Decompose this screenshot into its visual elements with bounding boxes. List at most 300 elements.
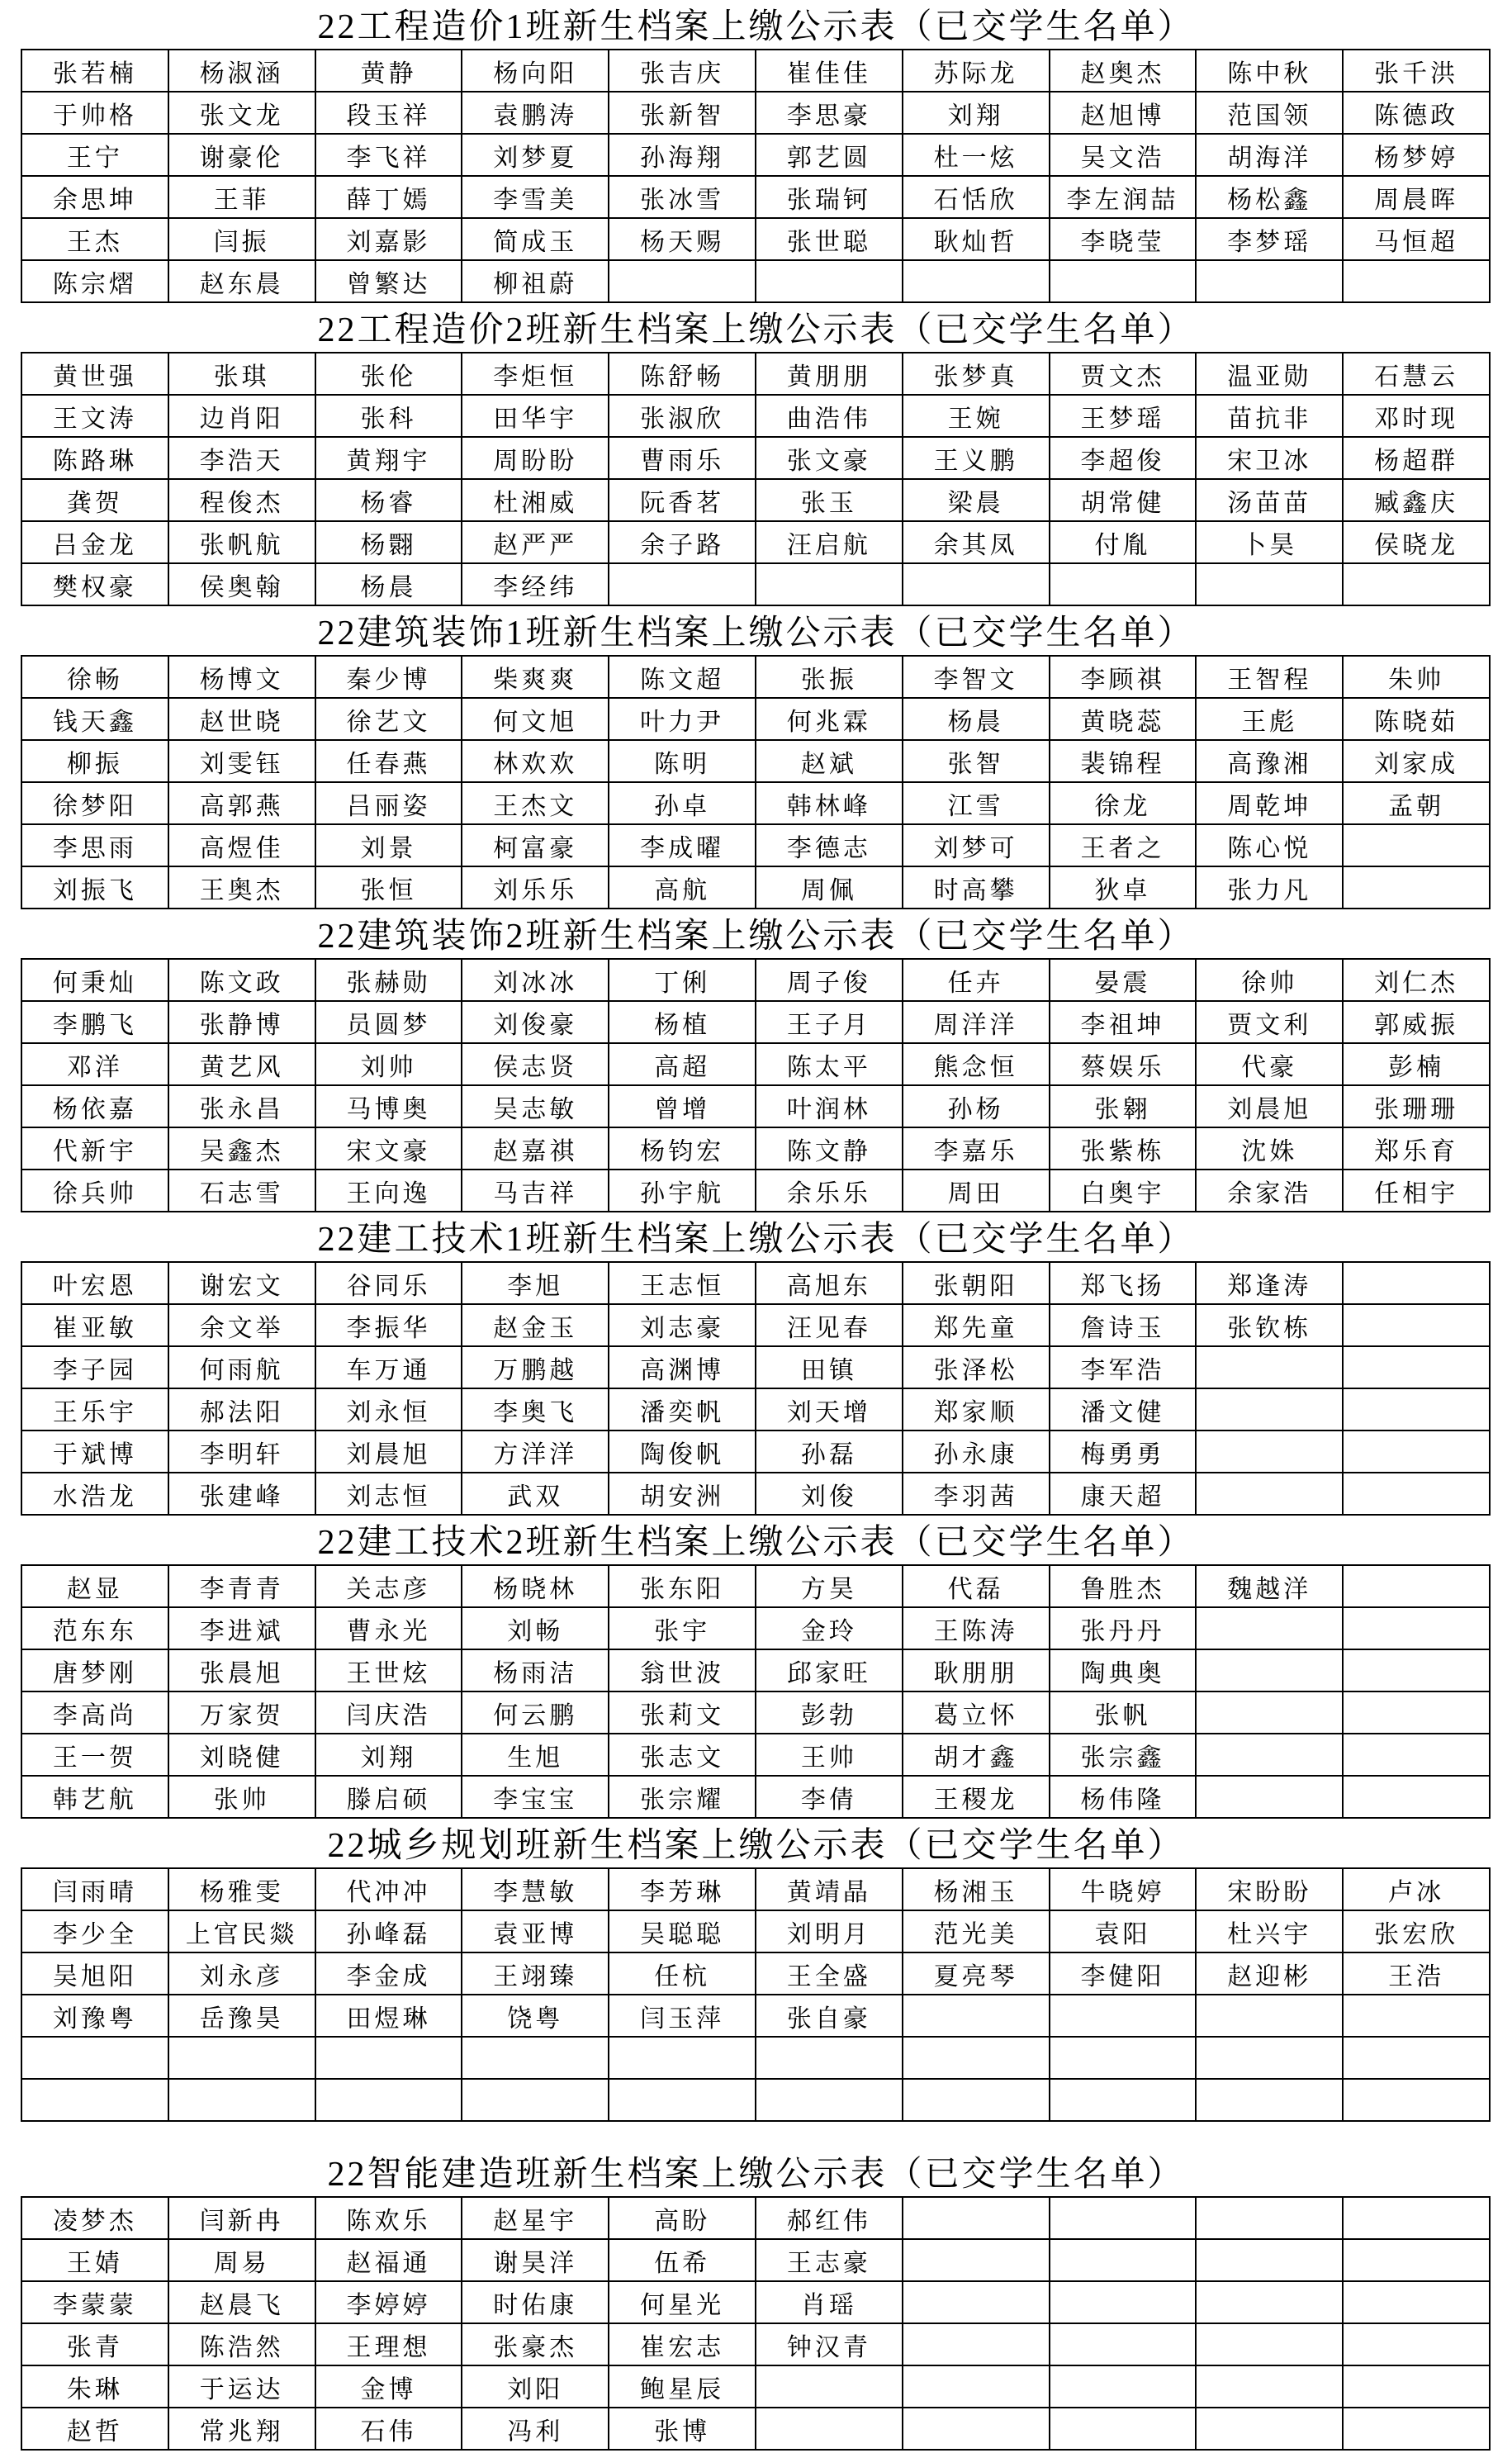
empty-cell <box>1050 2239 1197 2281</box>
student-name-cell: 陶典奥 <box>1050 1649 1197 1691</box>
student-name-cell: 曲浩伟 <box>756 395 903 437</box>
student-name-cell: 张泽松 <box>903 1346 1050 1388</box>
roster-section <box>0 1819 1512 2122</box>
student-name-cell: 裴锦程 <box>1050 740 1197 782</box>
student-name-cell: 陈文静 <box>756 1127 903 1170</box>
empty-cell <box>21 2037 168 2079</box>
student-name-cell: 李顾祺 <box>1050 656 1197 698</box>
table-row <box>21 1346 1490 1388</box>
empty-cell <box>903 1995 1050 2037</box>
student-name-cell: 张莉文 <box>609 1691 756 1734</box>
empty-cell <box>756 2037 903 2079</box>
student-name-cell: 郑逢涛 <box>1196 1262 1343 1304</box>
empty-cell <box>1196 1388 1343 1431</box>
student-name-cell: 李飞祥 <box>315 134 462 176</box>
student-name-cell: 王婧 <box>21 2239 168 2281</box>
table-row <box>21 656 1490 698</box>
student-name-cell: 王志恒 <box>609 1262 756 1304</box>
student-name-cell: 石伟 <box>315 2408 462 2450</box>
empty-cell <box>1196 1995 1343 2037</box>
student-name-cell: 李羽茜 <box>903 1473 1050 1515</box>
table-row <box>21 959 1490 1001</box>
student-name-cell: 徐畅 <box>21 656 168 698</box>
student-name-cell: 沈姝 <box>1196 1127 1343 1170</box>
student-name-cell: 高郭燕 <box>168 782 315 824</box>
student-name-cell: 王浩 <box>1343 1952 1490 1995</box>
empty-cell <box>1196 260 1343 302</box>
student-name-cell: 张静博 <box>168 1001 315 1043</box>
student-name-cell: 程俊杰 <box>168 479 315 521</box>
student-name-cell: 刘永恒 <box>315 1388 462 1431</box>
student-name-cell: 李倩 <box>756 1776 903 1818</box>
student-name-cell: 袁亚博 <box>462 1910 609 1952</box>
roster-section <box>0 606 1512 909</box>
student-name-cell: 周佩 <box>756 866 903 909</box>
roster-section <box>0 909 1512 1212</box>
student-name-cell: 苗抗非 <box>1196 395 1343 437</box>
student-name-cell: 王文涛 <box>21 395 168 437</box>
student-name-cell: 武双 <box>462 1473 609 1515</box>
student-name-cell: 任相宇 <box>1343 1170 1490 1212</box>
empty-cell <box>1343 1565 1490 1607</box>
student-name-cell: 杨晨 <box>315 563 462 605</box>
student-name-cell: 高豫湘 <box>1196 740 1343 782</box>
student-name-cell: 张梦真 <box>903 353 1050 395</box>
student-name-cell: 臧鑫庆 <box>1343 479 1490 521</box>
student-name-cell: 张宇 <box>609 1607 756 1649</box>
table-row <box>21 1085 1490 1127</box>
student-name-cell: 张自豪 <box>756 1995 903 2037</box>
empty-cell <box>315 2079 462 2121</box>
empty-cell <box>903 260 1050 302</box>
student-name-cell: 邓时现 <box>1343 395 1490 437</box>
student-name-cell: 谢宏文 <box>168 1262 315 1304</box>
table-row <box>21 1776 1490 1818</box>
student-name-cell: 曾繁达 <box>315 260 462 302</box>
empty-cell <box>1343 2323 1490 2365</box>
student-name-cell: 马吉祥 <box>462 1170 609 1212</box>
student-name-cell: 李晓莹 <box>1050 218 1197 260</box>
student-name-cell: 陈浩然 <box>168 2323 315 2365</box>
student-name-cell: 崔亚敏 <box>21 1304 168 1346</box>
student-name-cell: 余其凤 <box>903 521 1050 563</box>
student-name-cell: 吴志敏 <box>462 1085 609 1127</box>
student-name-cell: 王志豪 <box>756 2239 903 2281</box>
student-name-cell: 刘翔 <box>903 92 1050 134</box>
student-name-cell: 刘仁杰 <box>1343 959 1490 1001</box>
student-name-cell: 李蒙蒙 <box>21 2281 168 2323</box>
class-roster-table <box>21 1867 1491 2122</box>
student-name-cell: 葛立怀 <box>903 1691 1050 1734</box>
student-name-cell: 梁晨 <box>903 479 1050 521</box>
table-row <box>21 1649 1490 1691</box>
student-name-cell: 钱天鑫 <box>21 698 168 740</box>
table-row <box>21 521 1490 563</box>
student-name-cell: 张瑞钶 <box>756 176 903 218</box>
student-name-cell: 陈明 <box>609 740 756 782</box>
student-name-cell: 王乐宇 <box>21 1388 168 1431</box>
student-name-cell: 夏亮琴 <box>903 1952 1050 1995</box>
student-name-cell: 万家贺 <box>168 1691 315 1734</box>
table-row <box>21 1262 1490 1304</box>
table-row <box>21 1170 1490 1212</box>
student-name-cell: 杨向阳 <box>462 50 609 92</box>
student-name-cell: 李进斌 <box>168 1607 315 1649</box>
student-name-cell: 张世聪 <box>756 218 903 260</box>
empty-cell <box>1050 2197 1197 2239</box>
student-name-cell: 张赫勋 <box>315 959 462 1001</box>
student-name-cell: 刘乐乐 <box>462 866 609 909</box>
student-name-cell: 张振 <box>756 656 903 698</box>
student-name-cell: 刘豫粤 <box>21 1995 168 2037</box>
student-name-cell: 张吉庆 <box>609 50 756 92</box>
table-row <box>21 1952 1490 1995</box>
empty-cell <box>1343 1734 1490 1776</box>
table-row <box>21 479 1490 521</box>
student-name-cell: 刘俊豪 <box>462 1001 609 1043</box>
student-name-cell: 刘晨旭 <box>315 1431 462 1473</box>
student-name-cell: 杨湘玉 <box>903 1868 1050 1910</box>
student-name-cell: 张青 <box>21 2323 168 2365</box>
student-name-cell: 田华宇 <box>462 395 609 437</box>
student-name-cell: 李经纬 <box>462 563 609 605</box>
table-row <box>21 2239 1490 2281</box>
empty-cell <box>1196 2281 1343 2323</box>
student-name-cell: 陈文超 <box>609 656 756 698</box>
student-name-cell: 郝红伟 <box>756 2197 903 2239</box>
student-name-cell: 晏震 <box>1050 959 1197 1001</box>
student-name-cell: 翁世波 <box>609 1649 756 1691</box>
roster-section <box>0 0 1512 303</box>
empty-cell <box>1343 2408 1490 2450</box>
student-name-cell: 李健阳 <box>1050 1952 1197 1995</box>
student-name-cell: 唐梦刚 <box>21 1649 168 1691</box>
student-name-cell: 张科 <box>315 395 462 437</box>
student-name-cell: 耿朋朋 <box>903 1649 1050 1691</box>
student-name-cell: 王翊臻 <box>462 1952 609 1995</box>
student-name-cell: 赵哲 <box>21 2408 168 2450</box>
student-name-cell: 宋文豪 <box>315 1127 462 1170</box>
student-name-cell: 张若楠 <box>21 50 168 92</box>
student-name-cell: 张东阳 <box>609 1565 756 1607</box>
student-name-cell: 孟朝 <box>1343 782 1490 824</box>
student-name-cell: 余乐乐 <box>756 1170 903 1212</box>
student-name-cell: 林欢欢 <box>462 740 609 782</box>
student-name-cell: 郑乐育 <box>1343 1127 1490 1170</box>
student-name-cell: 张文龙 <box>168 92 315 134</box>
student-name-cell: 简成玉 <box>462 218 609 260</box>
empty-cell <box>1050 2365 1197 2408</box>
student-name-cell: 范光美 <box>903 1910 1050 1952</box>
student-name-cell: 高超 <box>609 1043 756 1085</box>
student-name-cell: 孙杨 <box>903 1085 1050 1127</box>
student-name-cell: 杨超群 <box>1343 437 1490 479</box>
student-name-cell: 蔡娱乐 <box>1050 1043 1197 1085</box>
empty-cell <box>1343 1995 1490 2037</box>
empty-cell <box>756 2365 903 2408</box>
student-name-cell: 杨晓林 <box>462 1565 609 1607</box>
student-name-cell: 宋卫冰 <box>1196 437 1343 479</box>
student-name-cell: 刘畅 <box>462 1607 609 1649</box>
empty-cell <box>1196 2197 1343 2239</box>
student-name-cell: 叶力尹 <box>609 698 756 740</box>
empty-cell <box>756 260 903 302</box>
table-row <box>21 563 1490 605</box>
student-name-cell: 李慧敏 <box>462 1868 609 1910</box>
section-title: 22建筑装饰1班新生档案上缴公示表（已交学生名单） <box>317 614 1195 652</box>
empty-cell <box>1343 563 1490 605</box>
student-name-cell: 朱琳 <box>21 2365 168 2408</box>
student-name-cell: 胡安洲 <box>609 1473 756 1515</box>
student-name-cell: 万鹏越 <box>462 1346 609 1388</box>
student-name-cell: 谢昊洋 <box>462 2239 609 2281</box>
student-name-cell: 杨雨洁 <box>462 1649 609 1691</box>
student-name-cell: 丁俐 <box>609 959 756 1001</box>
student-name-cell: 何秉灿 <box>21 959 168 1001</box>
student-name-cell: 魏越洋 <box>1196 1565 1343 1607</box>
empty-cell <box>168 2079 315 2121</box>
student-name-cell: 江雪 <box>903 782 1050 824</box>
student-name-cell: 张恒 <box>315 866 462 909</box>
student-name-cell: 杨天赐 <box>609 218 756 260</box>
student-name-cell: 吕丽姿 <box>315 782 462 824</box>
student-name-cell: 滕启硕 <box>315 1776 462 1818</box>
empty-cell <box>21 2079 168 2121</box>
student-name-cell: 赵星宇 <box>462 2197 609 2239</box>
student-name-cell: 闫振 <box>168 218 315 260</box>
table-row <box>21 1001 1490 1043</box>
student-name-cell: 熊念恒 <box>903 1043 1050 1085</box>
student-name-cell: 田煜琳 <box>315 1995 462 2037</box>
empty-cell <box>1196 2037 1343 2079</box>
empty-cell <box>1343 2281 1490 2323</box>
student-name-cell: 张新智 <box>609 92 756 134</box>
student-name-cell: 杜湘威 <box>462 479 609 521</box>
student-name-cell: 生旭 <box>462 1734 609 1776</box>
student-name-cell: 康天超 <box>1050 1473 1197 1515</box>
empty-cell <box>1196 1691 1343 1734</box>
student-name-cell: 赵严严 <box>462 521 609 563</box>
student-name-cell: 饶粤 <box>462 1995 609 2037</box>
student-name-cell: 刘梦可 <box>903 824 1050 866</box>
student-name-cell: 胡海洋 <box>1196 134 1343 176</box>
student-name-cell: 周田 <box>903 1170 1050 1212</box>
student-name-cell: 陶俊帆 <box>609 1431 756 1473</box>
student-name-cell: 韩艺航 <box>21 1776 168 1818</box>
student-name-cell: 温亚勋 <box>1196 353 1343 395</box>
student-name-cell: 吴旭阳 <box>21 1952 168 1995</box>
student-name-cell: 关志彦 <box>315 1565 462 1607</box>
empty-cell <box>1050 2408 1197 2450</box>
student-name-cell: 于斌博 <box>21 1431 168 1473</box>
table-row <box>21 2037 1490 2079</box>
student-name-cell: 张伦 <box>315 353 462 395</box>
empty-cell <box>1343 824 1490 866</box>
empty-cell <box>903 2365 1050 2408</box>
student-name-cell: 贾文杰 <box>1050 353 1197 395</box>
student-name-cell: 鲍星辰 <box>609 2365 756 2408</box>
student-name-cell: 刘晨旭 <box>1196 1085 1343 1127</box>
student-name-cell: 李明轩 <box>168 1431 315 1473</box>
table-row <box>21 176 1490 218</box>
student-name-cell: 李旭 <box>462 1262 609 1304</box>
student-name-cell: 闫雨晴 <box>21 1868 168 1910</box>
student-name-cell: 张宗鑫 <box>1050 1734 1197 1776</box>
student-name-cell: 李婷婷 <box>315 2281 462 2323</box>
student-name-cell: 郭艺圆 <box>756 134 903 176</box>
student-name-cell: 秦少博 <box>315 656 462 698</box>
student-name-cell: 赵斌 <box>756 740 903 782</box>
student-name-cell: 郑先童 <box>903 1304 1050 1346</box>
student-name-cell: 王智程 <box>1196 656 1343 698</box>
student-name-cell: 柴爽爽 <box>462 656 609 698</box>
student-name-cell: 杨睿 <box>315 479 462 521</box>
student-name-cell: 孙磊 <box>756 1431 903 1473</box>
student-name-cell: 曹雨乐 <box>609 437 756 479</box>
student-name-cell: 任卉 <box>903 959 1050 1001</box>
student-name-cell: 张丹丹 <box>1050 1607 1197 1649</box>
student-name-cell: 叶润林 <box>756 1085 903 1127</box>
table-row <box>21 782 1490 824</box>
empty-cell <box>1196 2323 1343 2365</box>
student-name-cell: 潘奕帆 <box>609 1388 756 1431</box>
empty-cell <box>1050 260 1197 302</box>
student-name-cell: 刘晓健 <box>168 1734 315 1776</box>
student-name-cell: 李祖坤 <box>1050 1001 1197 1043</box>
student-name-cell: 赵旭博 <box>1050 92 1197 134</box>
student-name-cell: 任杭 <box>609 1952 756 1995</box>
student-name-cell: 于运达 <box>168 2365 315 2408</box>
table-row <box>21 1565 1490 1607</box>
student-name-cell: 李智文 <box>903 656 1050 698</box>
student-name-cell: 曹永光 <box>315 1607 462 1649</box>
student-name-cell: 李左润喆 <box>1050 176 1197 218</box>
empty-cell <box>1050 2323 1197 2365</box>
student-name-cell: 陈太平 <box>756 1043 903 1085</box>
student-name-cell: 李军浩 <box>1050 1346 1197 1388</box>
table-row <box>21 218 1490 260</box>
student-name-cell: 任春燕 <box>315 740 462 782</box>
student-name-cell: 张帆航 <box>168 521 315 563</box>
student-name-cell: 李鹏飞 <box>21 1001 168 1043</box>
student-name-cell: 杨依嘉 <box>21 1085 168 1127</box>
student-name-cell: 吴聪聪 <box>609 1910 756 1952</box>
student-name-cell: 孙峰磊 <box>315 1910 462 1952</box>
student-name-cell: 邓洋 <box>21 1043 168 1085</box>
student-name-cell: 张宗耀 <box>609 1776 756 1818</box>
student-name-cell: 肖瑶 <box>756 2281 903 2323</box>
student-name-cell: 李思雨 <box>21 824 168 866</box>
student-name-cell: 刘梦夏 <box>462 134 609 176</box>
student-name-cell: 樊权豪 <box>21 563 168 605</box>
student-name-cell: 余文举 <box>168 1304 315 1346</box>
student-name-cell: 李子园 <box>21 1346 168 1388</box>
student-name-cell: 杨翾 <box>315 521 462 563</box>
empty-cell <box>1196 1473 1343 1515</box>
student-name-cell: 叶宏恩 <box>21 1262 168 1304</box>
roster-section <box>0 1516 1512 1819</box>
student-name-cell: 陈宗熠 <box>21 260 168 302</box>
table-row <box>21 395 1490 437</box>
empty-cell <box>1050 2037 1197 2079</box>
student-name-cell: 贾文利 <box>1196 1001 1343 1043</box>
student-name-cell: 何文旭 <box>462 698 609 740</box>
section-title: 22工程造价1班新生档案上缴公示表（已交学生名单） <box>317 8 1195 46</box>
table-row <box>21 92 1490 134</box>
student-name-cell: 刘家成 <box>1343 740 1490 782</box>
table-row <box>21 260 1490 302</box>
student-name-cell: 张永昌 <box>168 1085 315 1127</box>
empty-cell <box>1343 1388 1490 1431</box>
student-name-cell: 上官民燚 <box>168 1910 315 1952</box>
student-name-cell: 薛丁嫣 <box>315 176 462 218</box>
student-name-cell: 张冰雪 <box>609 176 756 218</box>
student-name-cell: 张翱 <box>1050 1085 1197 1127</box>
student-name-cell: 冯利 <box>462 2408 609 2450</box>
student-name-cell: 龚贺 <box>21 479 168 521</box>
student-name-cell: 张博 <box>609 2408 756 2450</box>
student-name-cell: 边肖阳 <box>168 395 315 437</box>
student-name-cell: 张钦栋 <box>1196 1304 1343 1346</box>
student-name-cell: 袁鹏涛 <box>462 92 609 134</box>
empty-cell <box>1343 2079 1490 2121</box>
empty-cell <box>1343 1346 1490 1388</box>
student-name-cell: 王陈涛 <box>903 1607 1050 1649</box>
student-name-cell: 马恒超 <box>1343 218 1490 260</box>
student-name-cell: 耿灿哲 <box>903 218 1050 260</box>
student-name-cell: 邱家旺 <box>756 1649 903 1691</box>
table-row <box>21 1995 1490 2037</box>
student-name-cell: 李思豪 <box>756 92 903 134</box>
student-name-cell: 孙永康 <box>903 1431 1050 1473</box>
student-name-cell: 陈中秋 <box>1196 50 1343 92</box>
student-name-cell: 张文豪 <box>756 437 903 479</box>
empty-cell <box>462 2037 609 2079</box>
student-name-cell: 方洋洋 <box>462 1431 609 1473</box>
student-name-cell: 何星光 <box>609 2281 756 2323</box>
student-name-cell: 王子月 <box>756 1001 903 1043</box>
roster-section <box>0 1212 1512 1516</box>
student-name-cell: 郝法阳 <box>168 1388 315 1431</box>
student-name-cell: 汪启航 <box>756 521 903 563</box>
student-name-cell: 张琪 <box>168 353 315 395</box>
student-name-cell: 柳振 <box>21 740 168 782</box>
table-row <box>21 1431 1490 1473</box>
table-row <box>21 2079 1490 2121</box>
student-name-cell: 王者之 <box>1050 824 1197 866</box>
student-name-cell: 杜兴宇 <box>1196 1910 1343 1952</box>
student-name-cell: 水浩龙 <box>21 1473 168 1515</box>
student-name-cell: 刘志豪 <box>609 1304 756 1346</box>
student-name-cell: 张珊珊 <box>1343 1085 1490 1127</box>
student-name-cell: 张智 <box>903 740 1050 782</box>
empty-cell <box>903 2281 1050 2323</box>
student-name-cell: 范国领 <box>1196 92 1343 134</box>
table-row <box>21 50 1490 92</box>
student-name-cell: 段玉祥 <box>315 92 462 134</box>
student-name-cell: 李德志 <box>756 824 903 866</box>
student-name-cell: 王彪 <box>1196 698 1343 740</box>
section-title: 22工程造价2班新生档案上缴公示表（已交学生名单） <box>317 311 1195 349</box>
empty-cell <box>1196 1607 1343 1649</box>
student-name-cell: 刘嘉影 <box>315 218 462 260</box>
student-name-cell: 陈欢乐 <box>315 2197 462 2239</box>
student-name-cell: 谢豪伦 <box>168 134 315 176</box>
student-name-cell: 赵金玉 <box>462 1304 609 1346</box>
student-name-cell: 陈德政 <box>1343 92 1490 134</box>
roster-section <box>0 303 1512 606</box>
student-name-cell: 陈路琳 <box>21 437 168 479</box>
